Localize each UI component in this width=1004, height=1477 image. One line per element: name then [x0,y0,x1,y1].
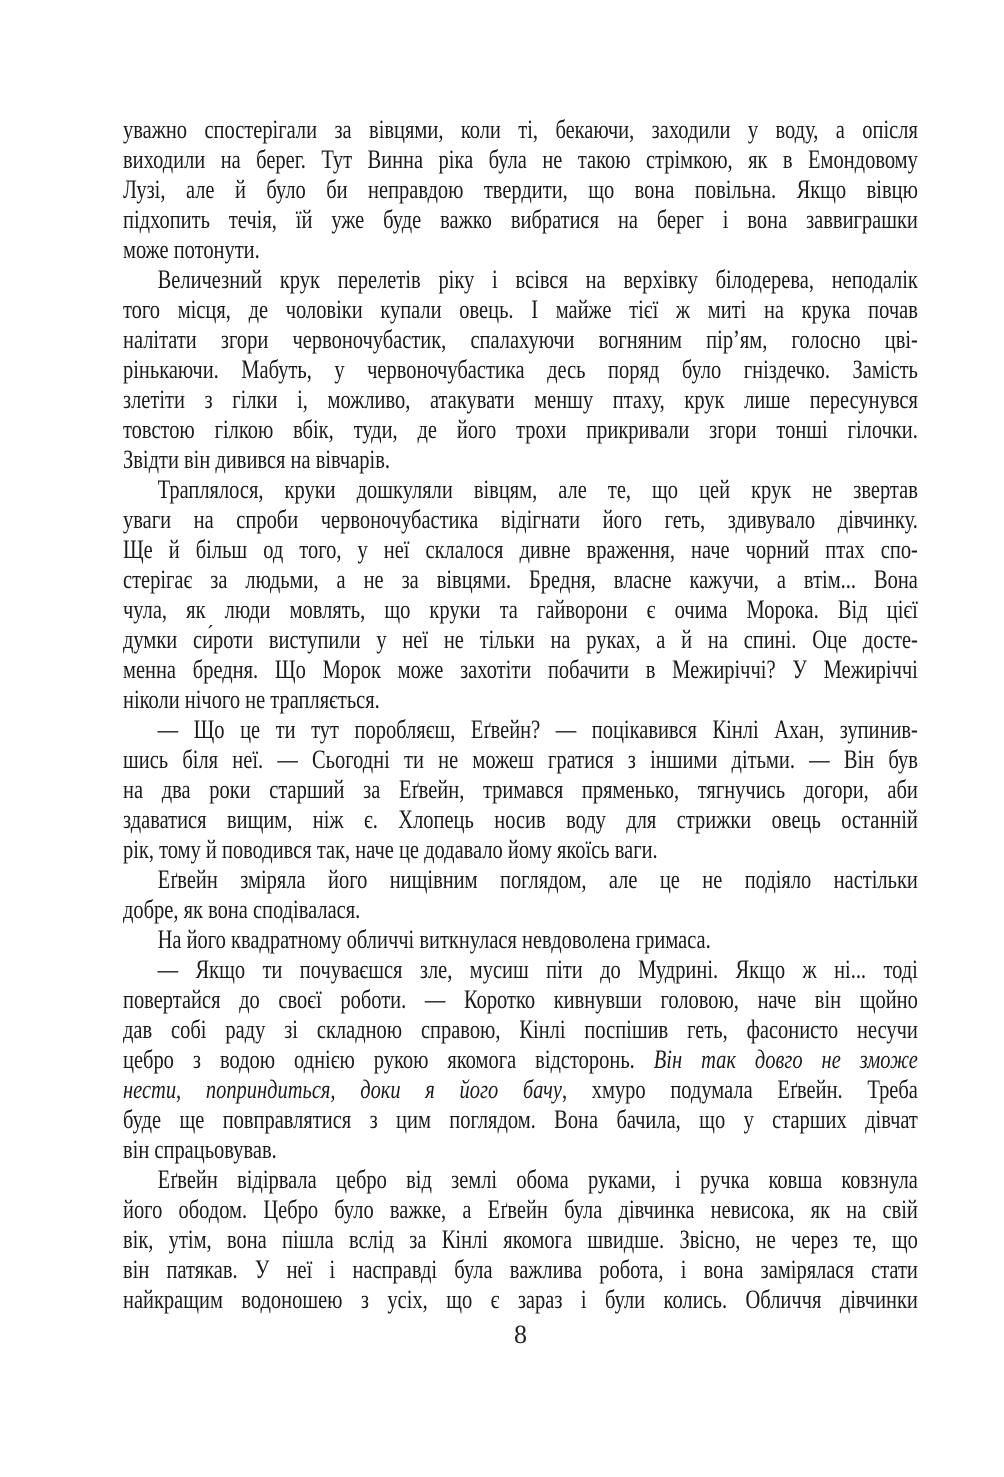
text-line [123,1255,918,1285]
text-segment: — Якщо ти почуваєшся зле, мусиш піти до Мудрині. Якщо ж ні... тоді [157,955,918,984]
text-segment: добре, як вона сподівалася. [123,895,361,924]
text-segment: на два роки старший за Еґвейн, тримався пряменько, тягнучись догори, аби [123,775,918,804]
text-segment: менна бредня. Що Морок може захотіти побачити в Межиріччі? У Межиріччі [123,655,918,684]
italic-text-segment: Він так довго не зможе [653,1045,918,1074]
text-segment: Еґвейн відірвала цебро від землі обома руками, і ручка ковша ковзнула [157,1165,918,1194]
text-line [123,1285,918,1315]
page-number: 8 [514,1320,527,1349]
text-line [123,505,918,535]
text-segment: вік, утім, вона пішла вслід за Кінлі якомога швидше. Звісно, не через те, що [123,1225,918,1254]
text-line [123,445,918,475]
paragraph [123,475,918,715]
text-segment: злетіти з гілки і, можливо, атакувати меншу птаху, крук лише пересунувся [123,385,918,414]
text-segment: Лузі, але й було би неправдою твердити, що вона повільна. Якщо вівцю [123,175,918,204]
paragraph [123,925,918,955]
text-segment: здаватися вищим, ніж є. Хлопець носив воду для стрижки овець останній [123,805,918,834]
paragraph [123,265,918,475]
text-line [123,295,918,325]
text-segment: налітати згори червоночубастик, спалахуючи вогняним пір’ям, голосно цві- [123,325,918,354]
text-line [123,1135,918,1165]
text-line [123,355,918,385]
text-line [123,685,918,715]
text-segment: товстою гілкою вбік, туди, де його трохи прикривали згори тонші гілочки. [123,415,918,444]
text-line [123,895,918,925]
text-block [123,115,918,1315]
text-segment: того місця, де чоловіки купали овець. І майже тієї ж миті на крука почав [123,295,918,324]
text-line [123,205,918,235]
text-line [123,385,918,415]
text-segment: рінькаючи. Мабуть, у червоночубастика десь поряд було гніздечко. Замість [123,355,918,384]
paragraph [123,115,918,265]
text-line [123,1195,918,1225]
text-segment: рік, тому й поводився так, наче це додавало йому якоїсь ваги. [123,835,658,864]
text-segment: виходили на берег. Тут Винна ріка була не такою стрімкою, як в Емондовому [123,145,918,174]
text-segment: думки си́роти виступили у неї не тільки на руках, а й на спині. Оце досте- [123,625,918,654]
text-segment: повертайся до своєї роботи. — Коротко кивнувши головою, наче він щойно [123,985,918,1014]
text-line [123,325,918,355]
text-segment: підхопить течія, їй уже буде важко вибратися на берег і вона заввиграшки [123,205,918,234]
paragraph [123,955,918,1165]
text-line [123,955,918,985]
text-line [123,565,918,595]
text-line [123,175,918,205]
text-line [123,1045,918,1075]
text-segment: буде ще повправлятися з цим поглядом. Вона бачила, що у старших дівчат [123,1105,918,1134]
text-segment: Траплялося, круки дошкуляли вівцям, але те, що цей крук не звертав [157,475,918,504]
text-segment: — Що це ти тут поробляєш, Еґвейн? — поцікавився Кінлі Ахан, зупинив- [157,715,918,744]
text-segment: найкращим водоношею з усіх, що є зараз і були колись. Обличчя дівчинки [123,1285,918,1314]
text-line [123,745,918,775]
paragraph [123,865,918,925]
text-line [123,1015,918,1045]
text-line [123,715,918,745]
text-line [123,925,918,955]
text-line [123,475,918,505]
text-line [123,115,918,145]
text-segment: дав собі раду зі складною справою, Кінлі поспішив геть, фасонисто несучи [123,1015,918,1044]
text-line [123,235,918,265]
text-line [123,865,918,895]
text-segment: Звідти він дивився на вівчарів. [123,445,391,474]
text-line [123,1105,918,1135]
text-segment: Величезний крук перелетів ріку і всівся на верхівку білодерева, неподалік [157,265,918,294]
text-line [123,1075,918,1105]
text-segment: він спрацьовував. [123,1135,277,1164]
text-segment: ніколи нічого не трапляється. [123,685,380,714]
text-segment: шись біля неї. — Сьогодні ти не можеш гратися з іншими дітьми. — Він був [123,745,918,774]
text-segment: На його квадратному обличчі виткнулася невдоволена гримаса. [157,925,711,954]
text-line [123,835,918,865]
text-line [123,595,918,625]
paragraph [123,1165,918,1315]
text-segment: Еґвейн зміряла його нищівним поглядом, але це не подіяло настільки [157,865,918,894]
text-line [123,1165,918,1195]
text-line [123,805,918,835]
text-segment: уваги на спроби червоночубастика відігнати його геть, здивувало дівчинку. [123,505,918,534]
text-line [123,535,918,565]
text-line [123,985,918,1015]
paragraph [123,715,918,865]
text-segment: , хмуро подумала Еґвейн. Треба [561,1075,918,1104]
text-segment: чула, як люди мовлять, що круки та гайворони є очима Морока. Від цієї [123,595,918,624]
text-line [123,655,918,685]
text-segment: може потонути. [123,235,260,264]
italic-text-segment: нести, поприндиться, доки я його бачу [123,1075,562,1104]
text-segment: він патякав. У неї і насправді була важлива робота, і вона замірялася стати [123,1255,918,1284]
text-line [123,145,918,175]
text-line [123,415,918,445]
text-line [123,775,918,805]
text-segment: уважно спостерігали за вівцями, коли ті, бекаючи, заходили у воду, а опісля [123,115,918,144]
text-segment: його ободом. Цебро було важке, а Еґвейн була дівчинка невисока, як на свій [123,1195,918,1224]
text-line [123,625,918,655]
text-segment: стерігає за людьми, а не за вівцями. Бредня, власне кажучи, а втім... Вона [123,565,918,594]
text-line [123,265,918,295]
text-segment: Ще й більш од того, у неї склалося дивне враження, наче чорний птах спо- [123,535,918,564]
text-line [123,1225,918,1255]
text-segment: цебро з водою однією рукою якомога відсторонь. [123,1045,654,1074]
